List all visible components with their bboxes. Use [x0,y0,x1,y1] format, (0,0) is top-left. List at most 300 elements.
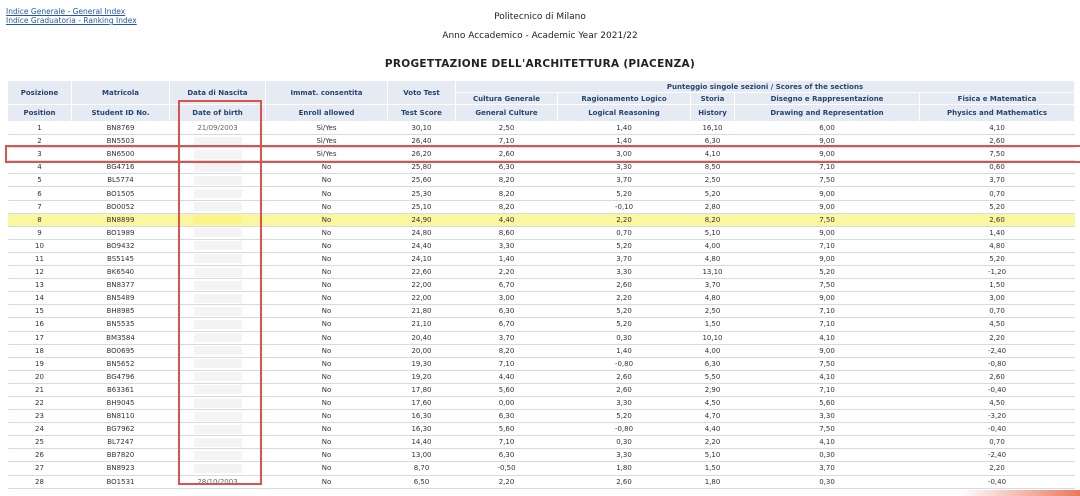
row-dob [170,252,266,265]
row-student-id: BO9432 [72,239,170,252]
row-history: 5,20 [691,187,735,200]
row-enroll: No [266,383,388,396]
table-row [8,200,1075,213]
row-student-id: BN5535 [72,318,170,331]
col-enroll-it: Immat. consentita [266,81,388,105]
row-history: 16,10 [691,122,735,135]
redacted-value [194,215,242,224]
row-drawing: 7,10 [735,161,920,174]
row-position: 6 [8,187,72,200]
row-student-id: BS5145 [72,252,170,265]
row-student-id: BM3584 [72,331,170,344]
redacted-value [194,307,242,316]
row-score: 22,60 [388,266,456,279]
row-history: 1,50 [691,462,735,475]
row-score: 19,20 [388,370,456,383]
row-logic: -0,80 [558,357,691,370]
row-logic: 5,20 [558,305,691,318]
row-culture: 2,50 [456,122,558,135]
row-drawing: 7,50 [735,357,920,370]
row-physics: -2,40 [920,449,1075,462]
row-logic: 0,30 [558,331,691,344]
row-drawing: 7,10 [735,318,920,331]
redacted-value [194,399,242,408]
row-dob [170,449,266,462]
row-enroll: No [266,396,388,409]
row-dob [170,410,266,423]
row-drawing: 7,10 [735,305,920,318]
row-drawing: 4,10 [735,436,920,449]
row-physics: -0,80 [920,357,1075,370]
row-dob [170,187,266,200]
row-student-id: BO0052 [72,200,170,213]
row-position: 24 [8,423,72,436]
row-position: 21 [8,383,72,396]
row-drawing: 5,60 [735,396,920,409]
row-culture: 3,70 [456,331,558,344]
redacted-value [194,359,242,368]
row-physics: -0,40 [920,383,1075,396]
table-row [8,174,1075,187]
row-score: 22,00 [388,279,456,292]
row-culture: 1,40 [456,252,558,265]
table-row [8,475,1075,488]
row-position: 3 [8,148,72,161]
row-history: 6,30 [691,135,735,148]
row-drawing: 4,10 [735,331,920,344]
row-culture: 7,10 [456,135,558,148]
row-logic: 3,70 [558,174,691,187]
row-dob [170,383,266,396]
row-dob: 28/10/2003 [170,475,266,488]
row-culture: 3,30 [456,239,558,252]
ranking-index-link[interactable]: Indice Graduatoria - Ranking Index [6,16,137,25]
row-score: 25,10 [388,200,456,213]
row-student-id: BO0695 [72,344,170,357]
redacted-value [194,163,242,172]
row-position: 25 [8,436,72,449]
row-physics: 0,60 [920,161,1075,174]
row-student-id: BO1505 [72,187,170,200]
row-logic: -0,80 [558,423,691,436]
col-matricola-en: Student ID No. [72,105,170,122]
redacted-value [194,320,242,329]
row-drawing: 7,50 [735,423,920,436]
row-score: 26,40 [388,135,456,148]
col-culture-it: Cultura Generale [456,93,558,105]
row-dob [170,161,266,174]
row-history: 4,10 [691,148,735,161]
row-student-id: BN5503 [72,135,170,148]
row-dob [170,292,266,305]
row-history: 2,90 [691,383,735,396]
row-drawing: 0,30 [735,475,920,488]
col-physics-en: Physics and Mathematics [920,105,1075,122]
row-position: 20 [8,370,72,383]
row-student-id: BG4716 [72,161,170,174]
general-index-link[interactable]: Indice Generale - General Index [6,7,126,16]
col-enroll-en: Enroll allowed [266,105,388,122]
row-drawing: 7,10 [735,239,920,252]
row-physics: 0,70 [920,436,1075,449]
row-enroll: Sì/Yes [266,148,388,161]
row-dob [170,174,266,187]
row-culture: 8,20 [456,200,558,213]
row-score: 6,50 [388,475,456,488]
row-dob [170,344,266,357]
row-score: 25,60 [388,174,456,187]
row-physics: 5,20 [920,200,1075,213]
row-enroll: No [266,252,388,265]
row-score: 21,10 [388,318,456,331]
row-logic: 0,30 [558,436,691,449]
row-physics: -0,40 [920,475,1075,488]
redacted-value [194,372,242,381]
row-drawing: 9,00 [735,187,920,200]
row-logic: 2,60 [558,475,691,488]
table-row [8,252,1075,265]
row-dob [170,266,266,279]
row-position: 14 [8,292,72,305]
row-student-id: BH9045 [72,396,170,409]
row-logic: 5,20 [558,239,691,252]
row-enroll: No [266,305,388,318]
row-culture: 0,00 [456,396,558,409]
row-position: 22 [8,396,72,409]
row-dob [170,396,266,409]
row-student-id: BK6540 [72,266,170,279]
table-row [8,292,1075,305]
row-logic: 5,20 [558,410,691,423]
row-position: 8 [8,213,72,226]
row-history: 5,10 [691,449,735,462]
row-logic: 3,30 [558,396,691,409]
row-student-id: BN8377 [72,279,170,292]
row-enroll: No [266,239,388,252]
row-student-id: BG7962 [72,423,170,436]
row-enroll: Sì/Yes [266,135,388,148]
table-row [8,266,1075,279]
row-history: 4,70 [691,410,735,423]
row-history: 8,20 [691,213,735,226]
row-student-id: BB7820 [72,449,170,462]
row-enroll: No [266,449,388,462]
institution-name: Politecnico di Milano [494,12,586,22]
page-title: PROGETTAZIONE DELL'ARCHITETTURA (PIACENZA) [384,58,696,70]
row-enroll: No [266,292,388,305]
table-row [8,135,1075,148]
row-culture: 7,10 [456,436,558,449]
row-physics: 4,50 [920,318,1075,331]
redacted-value [194,451,242,460]
row-enroll: No [266,462,388,475]
table-row [8,318,1075,331]
row-student-id: BN5652 [72,357,170,370]
row-enroll: No [266,174,388,187]
row-culture: 5,60 [456,423,558,436]
row-score: 20,00 [388,344,456,357]
row-dob [170,357,266,370]
row-score: 24,40 [388,239,456,252]
row-drawing: 3,30 [735,410,920,423]
row-enroll: No [266,344,388,357]
table-row [8,462,1075,475]
row-physics: 4,80 [920,239,1075,252]
row-physics: 0,70 [920,305,1075,318]
row-logic: 3,30 [558,266,691,279]
row-culture: 2,60 [456,148,558,161]
row-history: 4,00 [691,344,735,357]
redacted-value [194,425,242,434]
row-physics: 1,40 [920,226,1075,239]
row-student-id: BO1989 [72,226,170,239]
row-history: 5,10 [691,226,735,239]
row-student-id: BL7247 [72,436,170,449]
row-history: 4,00 [691,239,735,252]
row-position: 19 [8,357,72,370]
row-culture: 6,30 [456,410,558,423]
redacted-value [194,346,242,355]
row-position: 9 [8,226,72,239]
row-student-id: BN8110 [72,410,170,423]
row-physics: 1,50 [920,279,1075,292]
row-student-id: BN8769 [72,122,170,135]
redacted-value [194,189,242,198]
row-logic: 5,20 [558,187,691,200]
row-dob [170,213,266,226]
row-student-id: BN6500 [72,148,170,161]
redacted-value [194,150,242,159]
row-drawing: 9,00 [735,148,920,161]
row-student-id: B63361 [72,383,170,396]
table-row [8,410,1075,423]
row-position: 5 [8,174,72,187]
row-logic: 1,40 [558,135,691,148]
row-dob [170,279,266,292]
academic-year: Anno Accademico - Academic Year 2021/22 [442,31,638,41]
row-position: 16 [8,318,72,331]
col-position-it: Posizione [8,81,72,105]
row-logic: 3,30 [558,449,691,462]
row-physics: -3,20 [920,410,1075,423]
row-culture: 4,40 [456,370,558,383]
row-culture: 6,30 [456,449,558,462]
row-history: 4,40 [691,423,735,436]
row-enroll: No [266,213,388,226]
row-student-id: BL5774 [72,174,170,187]
row-history: 1,50 [691,318,735,331]
row-enroll: Sì/Yes [266,122,388,135]
table-row [8,279,1075,292]
row-score: 8,70 [388,462,456,475]
row-enroll: No [266,423,388,436]
row-score: 22,00 [388,292,456,305]
row-culture: 2,20 [456,266,558,279]
row-logic: 3,70 [558,252,691,265]
row-enroll: No [266,279,388,292]
col-drawing-it: Disegno e Rappresentazione [735,93,920,105]
row-drawing: 9,00 [735,200,920,213]
row-physics: 3,00 [920,292,1075,305]
table-row [8,436,1075,449]
col-physics-it: Fisica e Matematica [920,93,1075,105]
row-enroll: No [266,436,388,449]
redacted-value [194,176,242,185]
col-sections-group: Punteggio singole sezioni / Scores of the sections [456,81,1075,93]
row-culture: 3,00 [456,292,558,305]
row-history: 8,50 [691,161,735,174]
row-dob [170,226,266,239]
row-dob [170,436,266,449]
row-history: 2,50 [691,305,735,318]
row-culture: 6,30 [456,305,558,318]
col-history-it: Storia [691,93,735,105]
row-logic: 5,20 [558,318,691,331]
row-logic: 2,60 [558,370,691,383]
row-history: 3,70 [691,279,735,292]
row-physics: 7,50 [920,148,1075,161]
col-logic-it: Ragionamento Logico [558,93,691,105]
row-drawing: 3,70 [735,462,920,475]
row-culture: 8,60 [456,226,558,239]
col-dob-en: Date of birth [170,105,266,122]
row-history: 10,10 [691,331,735,344]
row-enroll: No [266,370,388,383]
row-enroll: No [266,161,388,174]
row-score: 17,60 [388,396,456,409]
row-student-id: BG4796 [72,370,170,383]
row-physics: -0,40 [920,423,1075,436]
table-row [8,344,1075,357]
row-logic: 1,40 [558,344,691,357]
table-row [8,122,1075,135]
row-logic: 3,30 [558,161,691,174]
row-score: 20,40 [388,331,456,344]
redacted-value [194,412,242,421]
row-culture: 8,20 [456,187,558,200]
row-physics: 2,60 [920,135,1075,148]
row-enroll: No [266,318,388,331]
row-culture: 4,40 [456,213,558,226]
row-logic: -0,10 [558,200,691,213]
row-position: 15 [8,305,72,318]
row-score: 13,00 [388,449,456,462]
row-score: 16,30 [388,410,456,423]
row-logic: 2,60 [558,383,691,396]
row-physics: 0,70 [920,187,1075,200]
row-student-id: BH8985 [72,305,170,318]
table-row [8,331,1075,344]
row-physics: 2,60 [920,213,1075,226]
row-position: 1 [8,122,72,135]
row-position: 11 [8,252,72,265]
row-score: 24,80 [388,226,456,239]
row-history: 2,20 [691,436,735,449]
redacted-value [194,281,242,290]
row-position: 18 [8,344,72,357]
row-dob [170,135,266,148]
row-dob [170,148,266,161]
row-dob: 21/09/2003 [170,122,266,135]
row-score: 14,40 [388,436,456,449]
row-position: 10 [8,239,72,252]
corner-decoration [960,490,1080,496]
row-logic: 3,00 [558,148,691,161]
redacted-value [194,137,242,146]
row-score: 16,30 [388,423,456,436]
table-row [8,148,1075,161]
redacted-value [194,254,242,263]
ranking-table [7,80,1075,489]
row-score: 30,10 [388,122,456,135]
row-culture: 8,20 [456,174,558,187]
redacted-value [194,294,242,303]
col-drawing-en: Drawing and Representation [735,105,920,122]
table-row [8,305,1075,318]
row-physics: 2,20 [920,462,1075,475]
row-enroll: No [266,357,388,370]
row-student-id: BN8923 [72,462,170,475]
row-position: 13 [8,279,72,292]
row-history: 6,30 [691,357,735,370]
row-dob [170,370,266,383]
row-enroll: No [266,226,388,239]
col-matricola-it: Matricola [72,81,170,105]
row-history: 5,50 [691,370,735,383]
row-history: 4,80 [691,252,735,265]
table-row [8,187,1075,200]
redacted-value [194,228,242,237]
row-enroll: No [266,266,388,279]
row-culture: 8,20 [456,344,558,357]
row-culture: 2,20 [456,475,558,488]
row-history: 2,80 [691,200,735,213]
row-physics: 3,70 [920,174,1075,187]
row-dob [170,200,266,213]
row-culture: 6,30 [456,161,558,174]
col-culture-en: General Culture [456,105,558,122]
row-score: 19,30 [388,357,456,370]
table-row [8,370,1075,383]
table-row [8,161,1075,174]
row-history: 4,80 [691,292,735,305]
row-drawing: 9,00 [735,252,920,265]
row-drawing: 7,10 [735,383,920,396]
row-culture: 6,70 [456,318,558,331]
table-row [8,423,1075,436]
row-score: 24,10 [388,252,456,265]
row-enroll: No [266,331,388,344]
row-drawing: 0,30 [735,449,920,462]
row-dob [170,239,266,252]
row-score: 21,80 [388,305,456,318]
row-physics: 5,20 [920,252,1075,265]
row-drawing: 5,20 [735,266,920,279]
col-score-en: Test Score [388,105,456,122]
row-dob [170,331,266,344]
row-history: 4,50 [691,396,735,409]
row-drawing: 6,00 [735,122,920,135]
row-culture: 7,10 [456,357,558,370]
table-row [8,396,1075,409]
row-drawing: 7,50 [735,213,920,226]
row-physics: 2,60 [920,370,1075,383]
row-culture: 6,70 [456,279,558,292]
row-culture: -0,50 [456,462,558,475]
row-position: 17 [8,331,72,344]
redacted-value [194,333,242,342]
col-dob-it: Data di Nascita [170,81,266,105]
